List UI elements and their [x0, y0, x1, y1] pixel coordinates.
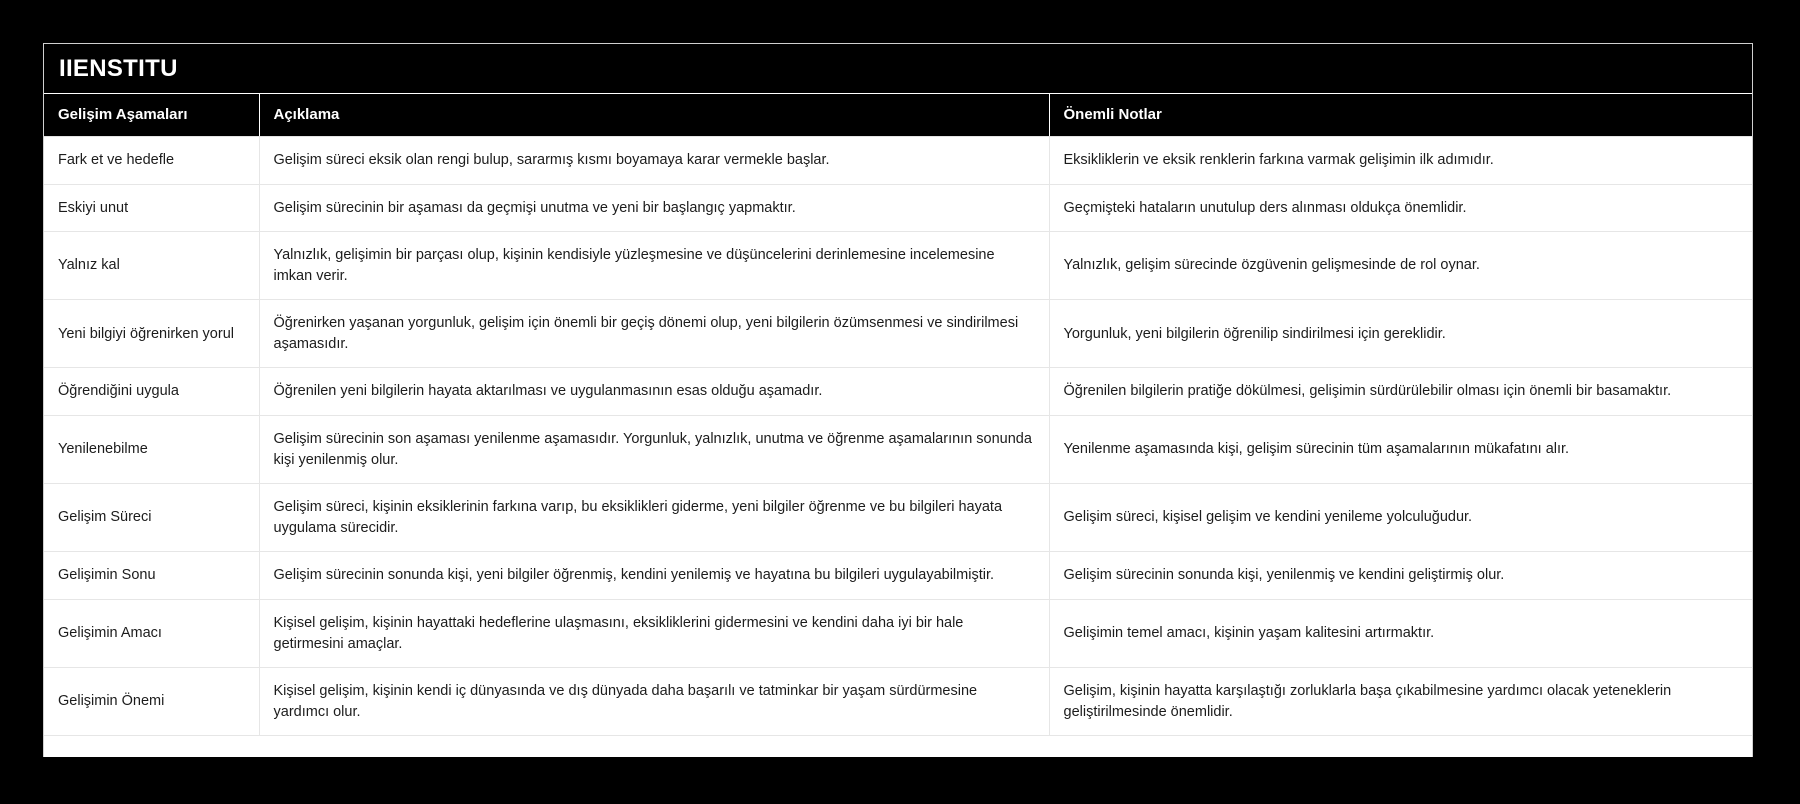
- cell-description: Gelişim sürecinin bir aşaması da geçmişi unutma ve yeni bir başlangıç yapmaktır.: [259, 184, 1049, 232]
- column-header-notes: Önemli Notlar: [1049, 94, 1752, 137]
- cell-description: Kişisel gelişim, kişinin hayattaki hedeflerine ulaşmasını, eksikliklerini gidermesini ve kendini daha iyi bir hale getirmesini amaçlar.: [259, 599, 1049, 667]
- cell-notes: Eksikliklerin ve eksik renklerin farkına varmak gelişimin ilk adımıdır.: [1049, 137, 1752, 185]
- cell-notes: Yenilenme aşamasında kişi, gelişim sürecinin tüm aşamalarının mükafatını alır.: [1049, 416, 1752, 484]
- table-body: [44, 137, 1752, 736]
- cell-notes: Gelişimin temel amacı, kişinin yaşam kalitesini artırmaktır.: [1049, 599, 1752, 667]
- cell-description: Gelişim süreci, kişinin eksiklerinin farkına varıp, bu eksiklikleri giderme, yeni bilgiler öğrenme ve bu bilgileri hayata uygulama sürecidir.: [259, 484, 1049, 552]
- column-header-description: Açıklama: [259, 94, 1049, 137]
- table-row: [44, 137, 1752, 185]
- table-header-row: [44, 94, 1752, 137]
- column-header-stage: Gelişim Aşamaları: [44, 94, 259, 137]
- cell-stage: Eskiyi unut: [44, 184, 259, 232]
- cell-description: Gelişim sürecinin son aşaması yenilenme aşamasıdır. Yorgunluk, yalnızlık, unutma ve öğrenme aşamalarının sonunda kişi yenilenmiş olur.: [259, 416, 1049, 484]
- development-stages-table: [44, 94, 1752, 736]
- cell-notes: Gelişim sürecinin sonunda kişi, yenilenmiş ve kendini geliştirmiş olur.: [1049, 552, 1752, 600]
- cell-notes: Yorgunluk, yeni bilgilerin öğrenilip sindirilmesi için gereklidir.: [1049, 300, 1752, 368]
- cell-stage: Gelişimin Amacı: [44, 599, 259, 667]
- cell-stage: Fark et ve hedefle: [44, 137, 259, 185]
- cell-notes: Öğrenilen bilgilerin pratiğe dökülmesi, gelişimin sürdürülebilir olması için önemli bir basamaktır.: [1049, 368, 1752, 416]
- table-card: [43, 43, 1753, 757]
- table-row: [44, 599, 1752, 667]
- cell-stage: Yenilenebilme: [44, 416, 259, 484]
- table-row: [44, 416, 1752, 484]
- brand-logo-text: IIENSTITU: [59, 54, 178, 82]
- cell-description: Öğrenilen yeni bilgilerin hayata aktarılması ve uygulanmasının esas olduğu aşamadır.: [259, 368, 1049, 416]
- cell-stage: Yeni bilgiyi öğrenirken yorul: [44, 300, 259, 368]
- cell-notes: Gelişim süreci, kişisel gelişim ve kendini yenileme yolculuğudur.: [1049, 484, 1752, 552]
- table-row: [44, 484, 1752, 552]
- brand-header: [44, 44, 1752, 94]
- cell-stage: Yalnız kal: [44, 232, 259, 300]
- table-row: [44, 232, 1752, 300]
- cell-stage: Gelişimin Sonu: [44, 552, 259, 600]
- table-row: [44, 184, 1752, 232]
- cell-notes: Geçmişteki hataların unutulup ders alınması oldukça önemlidir.: [1049, 184, 1752, 232]
- cell-description: Gelişim süreci eksik olan rengi bulup, sararmış kısmı boyamaya karar vermekle başlar.: [259, 137, 1049, 185]
- table-head: [44, 94, 1752, 137]
- cell-stage: Gelişimin Önemi: [44, 668, 259, 736]
- cell-stage: Öğrendiğini uygula: [44, 368, 259, 416]
- cell-description: Gelişim sürecinin sonunda kişi, yeni bilgiler öğrenmiş, kendini yenilemiş ve hayatına bu bilgileri uygulayabilmiştir.: [259, 552, 1049, 600]
- table-row: [44, 552, 1752, 600]
- table-row: [44, 368, 1752, 416]
- cell-notes: Yalnızlık, gelişim sürecinde özgüvenin gelişmesinde de rol oynar.: [1049, 232, 1752, 300]
- cell-description: Öğrenirken yaşanan yorgunluk, gelişim için önemli bir geçiş dönemi olup, yeni bilgilerin özümsenmesi ve sindirilmesi aşamasıdır.: [259, 300, 1049, 368]
- cell-notes: Gelişim, kişinin hayatta karşılaştığı zorluklarla başa çıkabilmesine yardımcı olacak yeteneklerin geliştirilmesinde önemlidir.: [1049, 668, 1752, 736]
- table-row: [44, 300, 1752, 368]
- cell-stage: Gelişim Süreci: [44, 484, 259, 552]
- cell-description: Yalnızlık, gelişimin bir parçası olup, kişinin kendisiyle yüzleşmesine ve düşüncelerini derinlemesine incelemesine imkan verir.: [259, 232, 1049, 300]
- cell-description: Kişisel gelişim, kişinin kendi iç dünyasında ve dış dünyada daha başarılı ve tatminkar bir yaşam sürdürmesine yardımcı olur.: [259, 668, 1049, 736]
- table-row: [44, 668, 1752, 736]
